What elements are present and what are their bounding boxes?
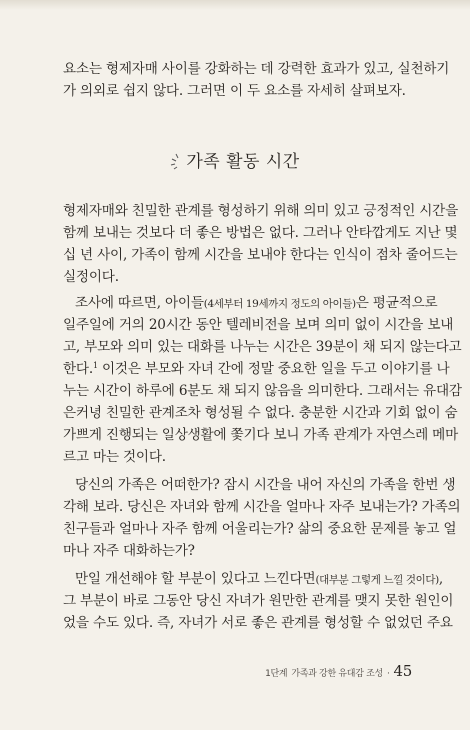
page-footer bbox=[265, 662, 412, 680]
footnote-marker: 1 bbox=[92, 361, 98, 370]
text-line: 십 년 사이, 가족이 함께 시간을 보내야 한다는 인식이 점차 줄어드는 bbox=[63, 247, 458, 263]
text-line: 친구들과 얼마나 자주 함께 어울리는가? 삶의 중요한 문제를 놓고 얼 bbox=[63, 521, 457, 537]
text-line: 그 부분이 바로 그동안 당신 자녀가 원만한 관계를 맺지 못한 원인이 bbox=[63, 593, 454, 609]
page-number: 45 bbox=[393, 662, 412, 680]
text-run: 만일 개선해야 할 부분이 있다고 느낀다면 bbox=[75, 571, 316, 587]
text-line: 당신의 가족은 어떠한가? 잠시 시간을 내어 자신의 가족을 한번 생 bbox=[75, 477, 456, 493]
intro-paragraph bbox=[63, 58, 450, 102]
text-line: 었을 수도 있다. 즉, 자녀가 서로 좋은 관계를 형성할 수 없었던 주요 bbox=[63, 615, 453, 631]
text-line: 형제자매와 친밀한 관계를 형성하기 위해 의미 있고 긍정적인 시간을 bbox=[63, 203, 459, 219]
page-top-edge bbox=[0, 0, 470, 10]
text-line: 누는 시간이 하루에 6분도 채 되지 않음을 의미한다. 그래서는 유대감 bbox=[63, 383, 462, 399]
text-line: 가쁘게 진행되는 일상생활에 쫓기다 보니 가족 관계가 자연스레 메마 bbox=[63, 427, 459, 443]
text-line: 마나 자주 대화하는가? bbox=[63, 543, 195, 559]
parenthetical-note: (4세부터 19세까지 정도의 아이들) bbox=[203, 298, 356, 310]
text-run: 조사에 따르면, 아이들 bbox=[75, 295, 204, 311]
text-line bbox=[63, 568, 443, 590]
section-heading bbox=[0, 148, 470, 176]
text-line: 고, 부모와 의미 있는 대화를 나누는 시간은 39분이 채 되지 않는다고 bbox=[63, 339, 462, 355]
text-line bbox=[63, 358, 450, 380]
sparkle-icon bbox=[170, 152, 184, 172]
text-line: 은커녕 친밀한 관계조차 형성될 수 없다. 충분한 시간과 기회 없이 숨 bbox=[63, 405, 458, 421]
text-line: 가 의외로 쉽지 않다. 그러면 이 두 요소를 자세히 살펴보자. bbox=[63, 83, 406, 99]
paragraph-2 bbox=[63, 292, 462, 468]
section-title: 가족 활동 시간 bbox=[186, 152, 300, 172]
text-line: 일주일에 거의 20시간 동안 텔레비전을 보며 의미 없이 시간을 보내 bbox=[63, 317, 454, 333]
text-line: 각해 보라. 당신은 자녀와 함께 시간을 얼마나 자주 보내는가? 가족의 bbox=[63, 499, 461, 515]
text-line: 함께 보내는 것보다 더 좋은 방법은 없다. 그러나 안타깝게도 지난 몇 bbox=[63, 225, 458, 241]
parenthetical-note: (대부분 그렇게 느낄 것이다) bbox=[315, 574, 439, 586]
paragraph-4 bbox=[63, 568, 454, 634]
text-line: 요소는 형제자매 사이를 강화하는 데 강력한 효과가 있고, 실천하기 bbox=[63, 61, 450, 77]
chapter-label: 1단계 bbox=[265, 669, 288, 679]
text-run: 한다. bbox=[63, 361, 93, 377]
text-run: , bbox=[438, 571, 443, 587]
paragraph-3 bbox=[63, 474, 461, 562]
text-line: 실정이다. bbox=[63, 269, 119, 285]
text-run: 은 평균적으로 bbox=[355, 295, 438, 311]
paragraph-1 bbox=[63, 200, 459, 288]
chapter-title: 가족과 강한 유대감 조성 bbox=[291, 669, 383, 679]
footer-separator: · bbox=[386, 669, 390, 679]
text-line: 르고 마는 것이다. bbox=[63, 449, 166, 465]
text-line bbox=[63, 292, 438, 314]
text-run: 이것은 부모와 자녀 간에 정말 중요한 일을 두고 이야기를 나 bbox=[97, 361, 450, 377]
